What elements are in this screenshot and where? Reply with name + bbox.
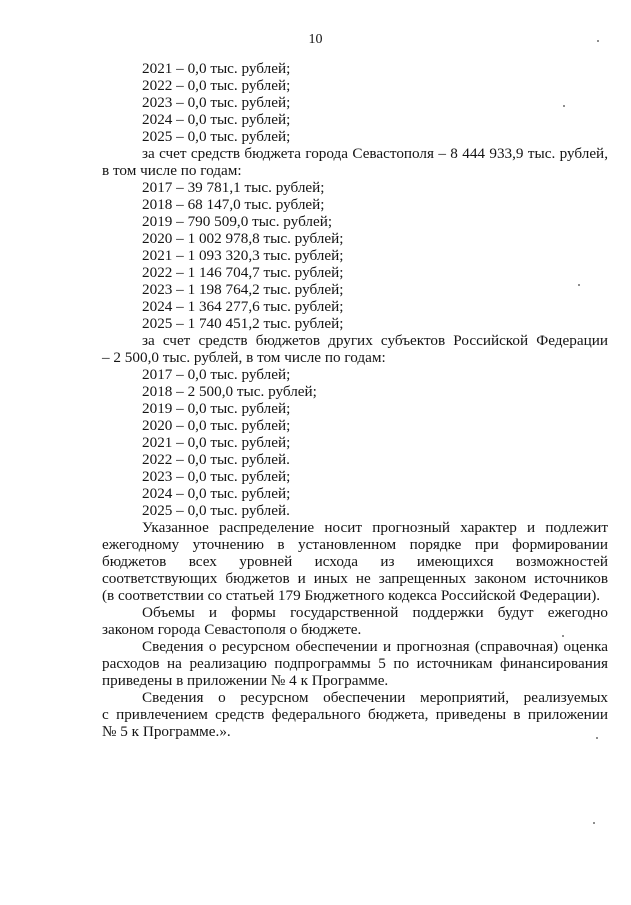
text-line: бюджетов всех уровней исхода из имеющихся возможностей	[102, 553, 608, 570]
text-line: за счет средств бюджета города Севастополя – 8 444 933,9 тыс. рублей,	[142, 145, 608, 162]
text-line: 2020 – 0,0 тыс. рублей;	[142, 417, 291, 434]
text-line: за счет средств бюджетов других субъектов Российской Федерации	[142, 332, 608, 349]
text-line: с привлечением средств федерального бюджета, приведены в приложении	[102, 706, 608, 723]
text-line: 2023 – 0,0 тыс. рублей;	[142, 94, 291, 111]
scan-speck	[563, 105, 565, 107]
scan-speck	[593, 822, 595, 824]
text-line: Сведения о ресурсном обеспечении мероприятий, реализуемых	[142, 689, 608, 706]
text-line: в том числе по годам:	[102, 162, 242, 179]
text-line: 2018 – 68 147,0 тыс. рублей;	[142, 196, 325, 213]
scan-speck	[578, 284, 580, 286]
text-line: (в соответствии со статьей 179 Бюджетного кодекса Российской Федерации).	[102, 587, 601, 604]
scan-speck	[562, 635, 564, 637]
text-line: ежегодному уточнению в установленном порядке при формировании	[102, 536, 608, 553]
text-line: 2025 – 0,0 тыс. рублей;	[142, 128, 291, 145]
text-line: приведены в приложении № 4 к Программе.	[102, 672, 389, 689]
text-line: законом города Севастополя о бюджете.	[102, 621, 362, 638]
text-line: Указанное распределение носит прогнозный характер и подлежит	[142, 519, 608, 536]
text-line: 2025 – 0,0 тыс. рублей.	[142, 502, 290, 519]
text-line: 2022 – 1 146 704,7 тыс. рублей;	[142, 264, 344, 281]
text-line: 2023 – 0,0 тыс. рублей;	[142, 468, 291, 485]
text-line: 2021 – 0,0 тыс. рублей;	[142, 434, 291, 451]
text-line: Сведения о ресурсном обеспечении и прогнозная (справочная) оценка	[142, 638, 608, 655]
text-line: 2021 – 0,0 тыс. рублей;	[142, 60, 291, 77]
text-line: 2020 – 1 002 978,8 тыс. рублей;	[142, 230, 344, 247]
text-line: 2023 – 1 198 764,2 тыс. рублей;	[142, 281, 344, 298]
text-line: 2024 – 0,0 тыс. рублей;	[142, 485, 291, 502]
text-line: 2019 – 790 509,0 тыс. рублей;	[142, 213, 333, 230]
text-line: 2017 – 0,0 тыс. рублей;	[142, 366, 291, 383]
scan-speck	[596, 737, 598, 739]
text-line: 2018 – 2 500,0 тыс. рублей;	[142, 383, 317, 400]
text-line: 2022 – 0,0 тыс. рублей;	[142, 77, 291, 94]
text-line: 2025 – 1 740 451,2 тыс. рублей;	[142, 315, 344, 332]
text-line: 2022 – 0,0 тыс. рублей.	[142, 451, 290, 468]
text-line: расходов на реализацию подпрограммы 5 по источникам финансирования	[102, 655, 608, 672]
text-line: 2017 – 39 781,1 тыс. рублей;	[142, 179, 325, 196]
document-body	[102, 60, 608, 740]
text-line: 2024 – 0,0 тыс. рублей;	[142, 111, 291, 128]
text-line: 2019 – 0,0 тыс. рублей;	[142, 400, 291, 417]
text-line: Объемы и формы государственной поддержки будут ежегодно	[142, 604, 608, 621]
text-line: № 5 к Программе.».	[102, 723, 231, 740]
text-line: 2021 – 1 093 320,3 тыс. рублей;	[142, 247, 344, 264]
text-line: – 2 500,0 тыс. рублей, в том числе по годам:	[102, 349, 386, 366]
scan-speck	[597, 40, 599, 42]
text-line: 2024 – 1 364 277,6 тыс. рублей;	[142, 298, 344, 315]
text-line: соответствующих бюджетов и иных не запрещенных законом источников	[102, 570, 608, 587]
page-number: 10	[308, 32, 323, 47]
